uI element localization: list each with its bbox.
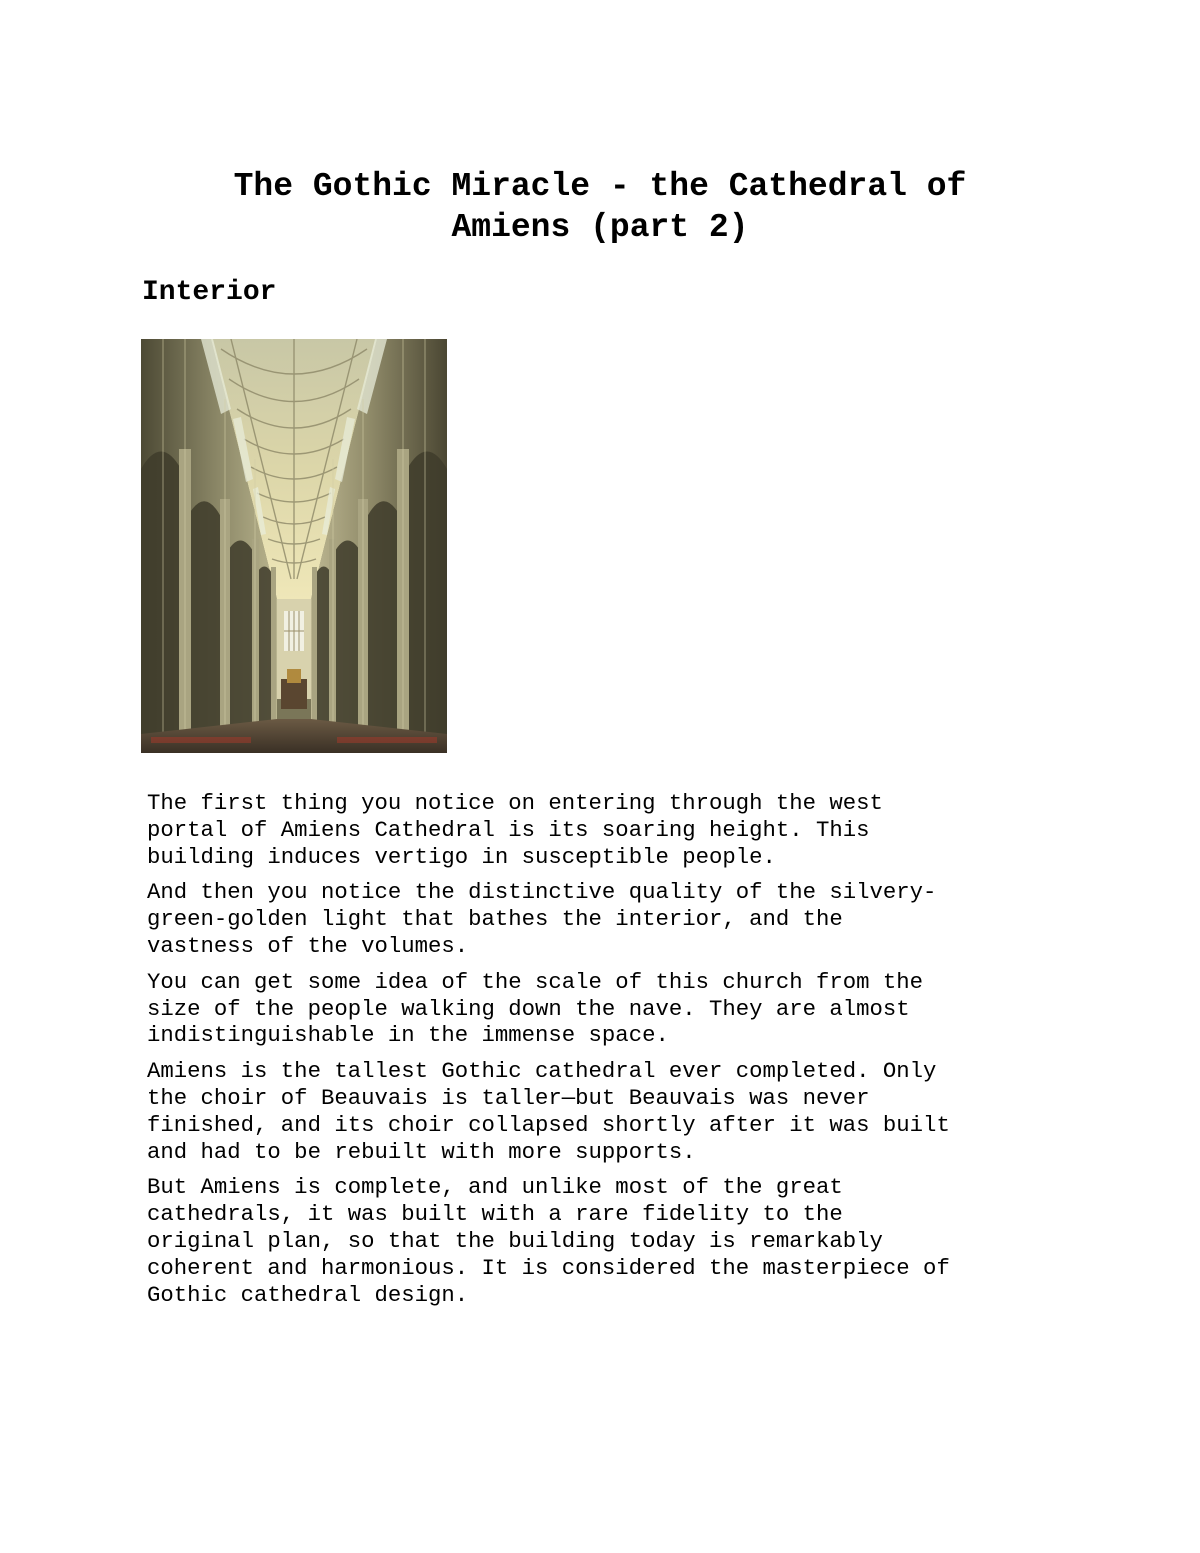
section-heading-interior: Interior (142, 277, 277, 308)
paragraph-3: You can get some idea of the scale of this church from the size of the people walking down the nave. They are almost indistinguishable in the immense space. (147, 968, 924, 1049)
paragraph-4: Amiens is the tallest Gothic cathedral ever completed. Only the choir of Beauvais is taller—but Beauvais was never finished, and its choir collapsed shortly after it was built and had to be rebuilt with more supports. (147, 1058, 950, 1165)
paragraph-5: But Amiens is complete, and unlike most of the great cathedrals, it was built with a rare fidelity to the original plan, so that the building today is remarkably coherent and harmonious. It is considered the masterpiece of Gothic cathedral design. (147, 1174, 950, 1308)
cathedral-nave-illustration (141, 339, 447, 753)
paragraph-1: The first thing you notice on entering through the west portal of Amiens Cathedral is its soaring height. This building induces vertigo in susceptible people. (147, 790, 883, 870)
paragraph-2: And then you notice the distinctive quality of the silvery- green-golden light that bathes the interior, and the vastness of the volumes. (147, 879, 937, 959)
article-body (147, 790, 1047, 1317)
cathedral-nave-photo (141, 339, 447, 753)
page-title: The Gothic Miracle - the Cathedral of Amiens (part 2) (233, 168, 967, 246)
